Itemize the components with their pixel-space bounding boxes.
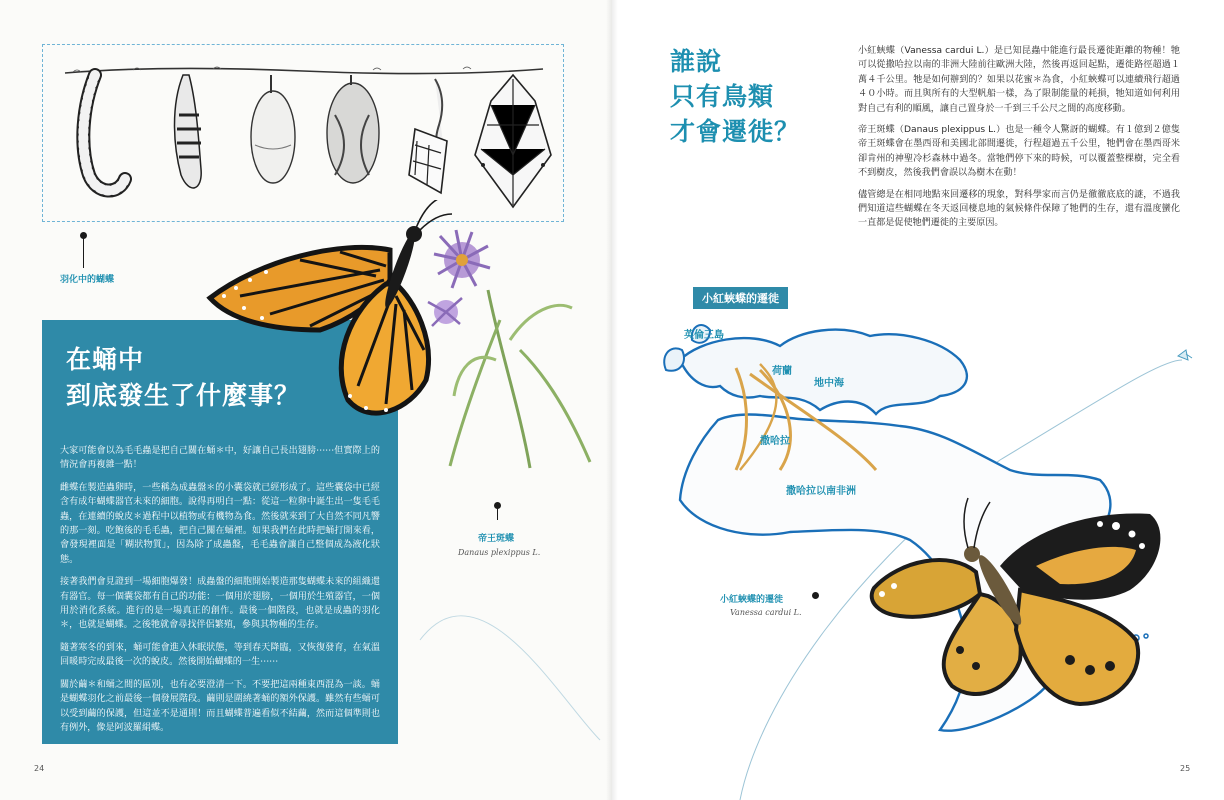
right-title-line2: 只有鳥類 (670, 82, 775, 111)
pupa-illustration-frame (42, 44, 564, 222)
molting-stage (175, 75, 202, 188)
panel-paragraph: 關於繭＊和蛹之間的區別，也有必要澄清一下。不要把這兩種東西混為一談。蛹是蝴蝶羽化之前最後一個發展階段。繭則是圍繞著蛹的額外保護。雖然有些蛹可以受到繭的保護，但這並不是通則！而且蝴蝶普遍看似不結繭，然而這個準則也有例外，像是阿波羅絹蝶。 (60, 679, 380, 733)
panel-title-line2: 到底發生了什麼事？ (66, 381, 301, 410)
caterpillar-stage (83, 75, 125, 191)
monarch-scientific-name: Danaus plexippus L. (458, 548, 541, 557)
map-label-sahara: 撒哈拉 (760, 436, 790, 447)
page-number-right: 25 (1180, 764, 1191, 773)
callout-dot (812, 592, 819, 599)
painted-lady-scientific-name: Vanessa cardui L. (730, 608, 802, 617)
painted-lady-butterfly-illustration (860, 490, 1180, 720)
right-paragraph: 儘管總是在相同地點來回遷移的現象，對科學家而言仍是徹徹底底的謎，不過我們知道這些蝴蝶在冬天返回棲息地的氣候條件保障了牠們的生存，還有溫度蠻化一直都是促使牠們遷徙的主要原因。 (858, 189, 1180, 229)
panel-paragraph: 雌蝶在製造蟲卵時，一些稱為成蟲盤＊的小囊袋就已經形成了。這些囊袋中已經含有成年蝴蝶器官未來的細胞。說得再明白一點：從這一粒卵中誕生出一隻毛毛蟲，在連續的蛻皮＊過程中以植物或有機物為食。然後就來到了大自然不同凡響的那一刻。吃飽後的毛毛蟲，把自己關在蛹裡。如果我們在此時把蛹打開來看，會發現裡面是「糊狀物質」，因為除了成蟲盤，毛毛蟲會讓自己整個成為液化狀態。 (60, 482, 380, 565)
panel-paragraph: 大家可能會以為毛毛蟲是把自己關在蛹＊中，好讓自己長出翅膀⋯⋯但實際上的情況會再複雜一點！ (60, 446, 380, 471)
right-title (670, 44, 800, 149)
page-number-left: 24 (34, 764, 45, 773)
metamorphosis-illustration (43, 45, 563, 221)
panel-title-line1: 在蛹中 (66, 345, 145, 374)
right-paragraph: 小紅蛺蝶（Vanessa cardui L.）是已知昆蟲中能進行最長遷徙距離的物種！牠可以從撒哈拉以南的非洲大陸前往歐洲大陸，然後再返回起點，遷徙路徑超過１萬４千公里。牠是如何辦到的？如果以花蜜＊為食，小紅蛺蝶可以連續飛行超過４０小時。而且與所有的大型帆船一樣，為了限制能量的耗損，牠知道如何利用對自己有利的順風，讓自己置身於一千到三千公尺之間的高度移動。 (858, 46, 1180, 114)
monarch-caption: 帝王斑蝶 (478, 534, 515, 544)
right-text-column (858, 44, 1180, 238)
book-gutter (606, 0, 618, 800)
callout-line (497, 508, 498, 520)
thistle-flower-icon (428, 230, 490, 326)
painted-lady-caption: 小紅蛺蝶的遷徙 (720, 595, 784, 605)
map-label-mediterranean: 地中海 (814, 378, 844, 389)
panel-body (60, 444, 380, 743)
map-label-netherlands: 荷蘭 (772, 366, 792, 377)
right-title-line3: 才會遷徙？ (670, 117, 801, 146)
callout-line (83, 238, 84, 268)
pupa-caption: 羽化中的蝴蝶 (60, 275, 115, 285)
monarch-butterfly-illustration (200, 200, 600, 470)
map-title-tag: 小紅蛺蝶的遷徙 (693, 287, 788, 309)
panel-paragraph: 接著我們會見證到一場細胞爆發！成蟲盤的細胞開始製造那隻蝴蝶未來的組織還有器官。每一個囊袋都有自己的功能：一個用於翅膀，一個用於生殖器官，一個用於消化系統。進行的是一場真正的創作。最後一個階段，也就是成蟲的羽化＊，也就是蝴蝶。之後牠就會尋找伴侶繁殖，參與其物種的生存。 (60, 577, 380, 631)
map-label-sub-saharan-africa: 撒哈拉以南非洲 (786, 486, 856, 497)
map-label-british-isles: 英倫三島 (684, 330, 724, 341)
right-title-line1: 誰說 (670, 47, 723, 76)
right-paragraph: 帝王斑蝶（Danaus plexippus L.）也是一種令人驚訝的蝴蝶。有１億到２億隻帝王斑蝶會在墨西哥和美國北部間遷徙，行程超過五千公里，牠們會在墨西哥米卻肯州的神聖冷杉森林中過冬。當牠們停下來的時候，可以覆蓋整棵樹，完全看不到樹皮，然後我們會誤以為樹木在動！ (858, 125, 1180, 179)
panel-paragraph: 隨著寒冬的到來，蛹可能會進入休眠狀態，等到春天降臨，又恢復發育，在氣溫回暖時完成最後一次的蛻皮。然後開始蝴蝶的一生⋯⋯ (60, 642, 380, 668)
